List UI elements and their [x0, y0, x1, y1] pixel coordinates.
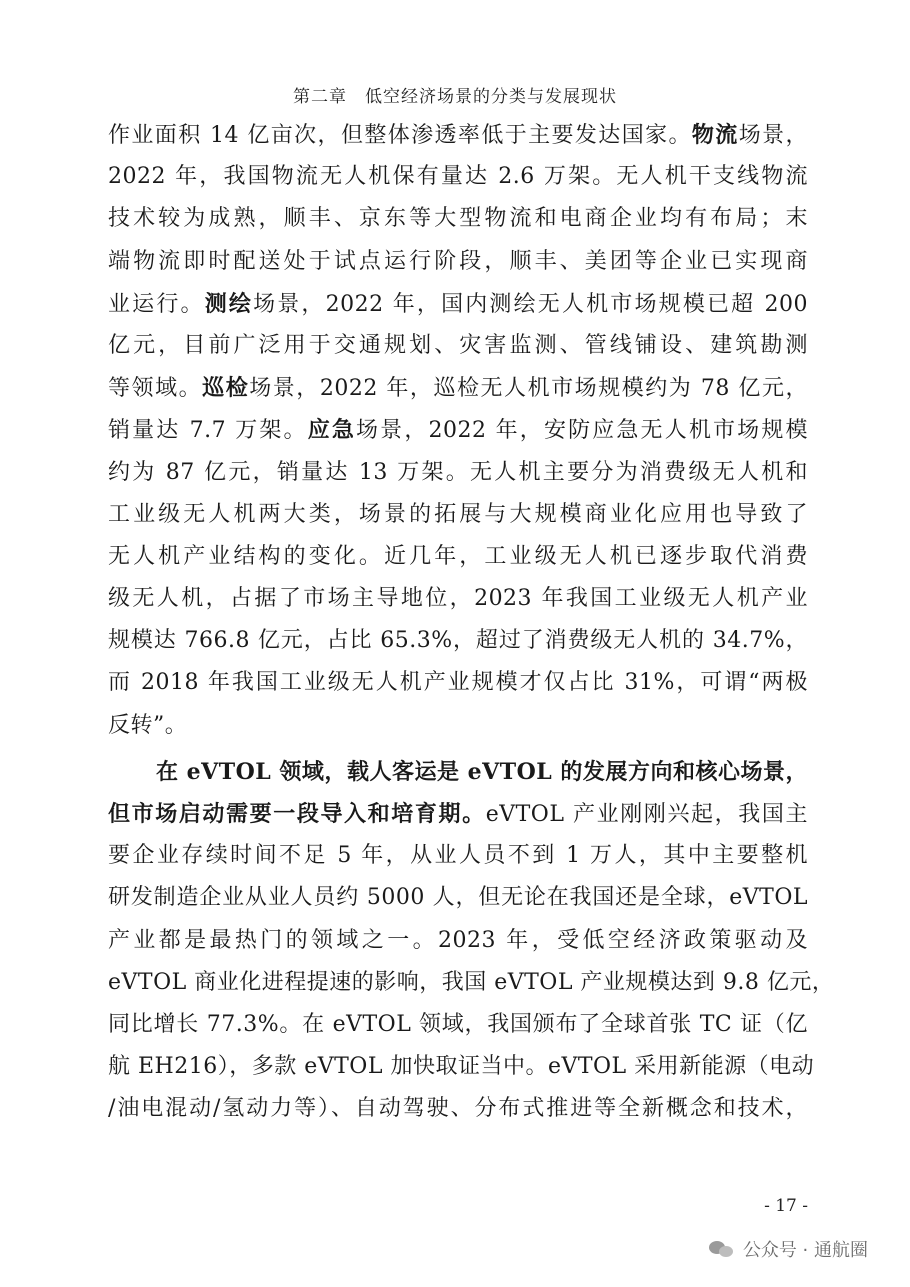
paragraph1-line-12: 级无人机，占据了市场主导地位，2023 年我国工业级无人机产业: [108, 586, 808, 612]
paragraph2-line-3: 要企业存续时间不足 5 年，从业人员不到 1 万人，其中主要整机: [108, 843, 809, 869]
paragraph1-line-6: 亿元，目前广泛用于交通规划、灾害监测、管线铺设、建筑勘测: [108, 332, 808, 358]
paragraph1-line-7: 等领域。巡检场景，2022 年，巡检无人机市场规模约为 78 亿元，: [108, 375, 808, 402]
paragraph2-line-7: 同比增长 77.3%。在 eVTOL 领域，我国颁布了全球首张 TC 证（亿: [108, 1011, 808, 1037]
running-header: 第二章 低空经济场景的分类与发展现状: [293, 87, 617, 107]
paragraph2-line-4: 研发制造企业从业人员约 5000 人，但无论在我国还是全球，eVTOL: [108, 885, 808, 911]
paragraph1-line-13: 规模达 766.8 亿元，占比 65.3%，超过了消费级无人机的 34.7%，: [108, 628, 808, 654]
paragraph2-line-8: 航 EH216），多款 eVTOL 加快取证当中。eVTOL 采用新能源（电动: [108, 1054, 815, 1080]
watermark: [709, 1236, 868, 1262]
paragraph2-line-2: 但市场启动需要一段导入和培育期。eVTOL 产业刚刚兴起，我国主: [108, 801, 808, 827]
paragraph1-line-8: 销量达 7.7 万架。应急场景，2022 年，安防应急无人机市场规模: [108, 417, 808, 444]
watermark-text: 公众号 · 通航圈: [742, 1240, 868, 1261]
paragraph1-line-10: 工业级无人机两大类，场景的拓展与大规模商业化应用也导致了: [108, 501, 808, 527]
paragraph1-line-1: 作业面积 14 亿亩次，但整体渗透率低于主要发达国家。物流场景，: [108, 122, 808, 148]
paragraph1-line-4: 端物流即时配送处于试点运行阶段，顺丰、美团等企业已实现商: [108, 248, 808, 274]
page-number: - 17 -: [764, 1196, 808, 1216]
paragraph1-line-15: 反转”。: [108, 712, 188, 738]
paragraph1-line-9: 约为 87 亿元，销量达 13 万架。无人机主要分为消费级无人机和: [108, 459, 808, 485]
body-text: [108, 114, 835, 1131]
paragraph1-line-5: 业运行。测绘场景，2022 年，国内测绘无人机市场规模已超 200: [108, 290, 808, 317]
paragraph2-line-1: 在 eVTOL 领域，载人客运是 eVTOL 的发展方向和核心场景，: [156, 758, 808, 785]
paragraph2-line-6: eVTOL 商业化进程提速的影响，我国 eVTOL 产业规模达到 9.8 亿元，: [108, 969, 835, 995]
paragraph1-line-3: 技术较为成熟，顺丰、京东等大型物流和电商企业均有布局；末: [108, 206, 808, 232]
paragraph2-line-5: 产业都是最热门的领域之一。2023 年，受低空经济政策驱动及: [108, 927, 808, 953]
wechat-icon: [709, 1239, 735, 1259]
paragraph1-line-11: 无人机产业结构的变化。近几年，工业级无人机已逐步取代消费: [108, 543, 808, 569]
paragraph1-line-14: 而 2018 年我国工业级无人机产业规模才仅占比 31%，可谓“两极: [108, 670, 808, 696]
paragraph2-line-9: /油电混动/氢动力等）、自动驾驶、分布式推进等全新概念和技术，: [108, 1096, 808, 1122]
paragraph1-line-2: 2022 年，我国物流无人机保有量达 2.6 万架。无人机干支线物流: [108, 164, 808, 190]
